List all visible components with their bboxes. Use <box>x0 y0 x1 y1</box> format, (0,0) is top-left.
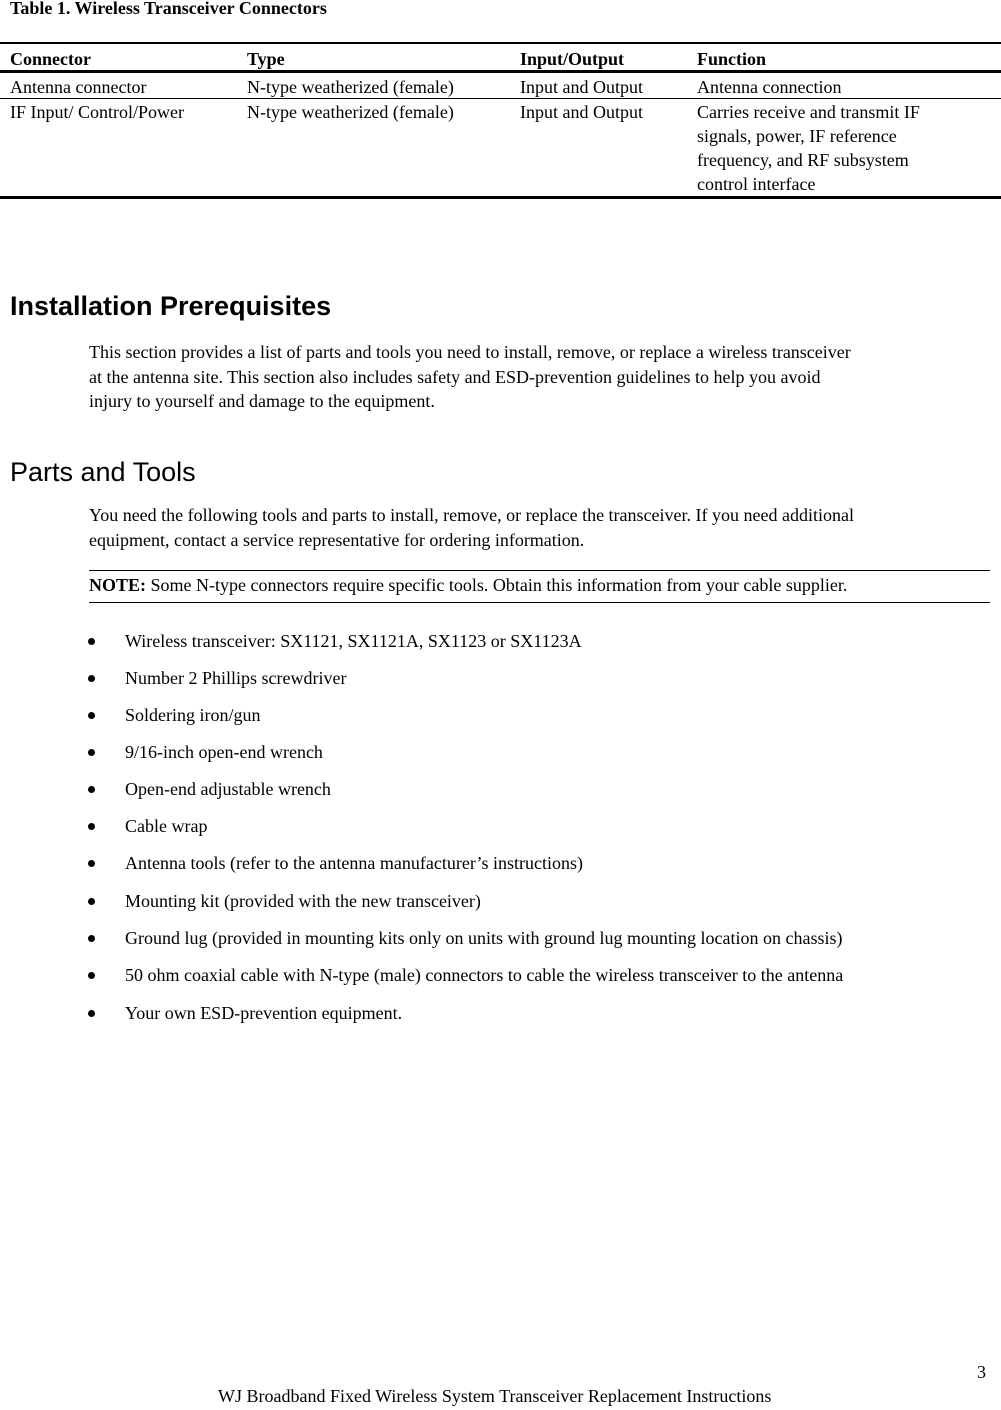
column-header-type: Type <box>247 49 285 69</box>
table-caption: Table 1. Wireless Transceiver Connectors <box>10 0 327 18</box>
footer-title: WJ Broadband Fixed Wireless System Transceiver Replacement Instructions <box>218 1386 772 1406</box>
cell-function-line: control interface <box>697 174 816 194</box>
table-header-rule <box>0 70 1001 73</box>
cell-input-output: Input and Output <box>520 77 643 97</box>
page-number: 3 <box>977 1362 986 1382</box>
section-heading-parts-and-tools: Parts and Tools <box>10 457 196 487</box>
bullet-icon <box>88 749 95 756</box>
cell-input-output: Input and Output <box>520 102 643 122</box>
paragraph-line: equipment, contact a service representative for ordering information. <box>89 529 585 550</box>
parts-tools-paragraph <box>89 503 989 552</box>
cell-type: N-type weatherized (female) <box>247 77 454 97</box>
installation-paragraph <box>89 340 989 414</box>
paragraph-line: This section provides a list of parts and tools you need to install, remove, or replace a wireless transceiver <box>89 342 851 362</box>
bullet-icon <box>88 1010 95 1017</box>
table-bottom-rule <box>0 196 1001 199</box>
bullet-icon <box>88 823 95 830</box>
bullet-icon <box>88 638 95 645</box>
bullet-icon <box>88 898 95 905</box>
note-text: Some N-type connectors require specific tools. Obtain this information from your cable supplier. <box>146 575 848 595</box>
paragraph-line: You need the following tools and parts to install, remove, or replace the transceiver. If you need additional <box>89 505 854 525</box>
bullet-icon <box>88 675 95 682</box>
cell-function: Antenna connection <box>697 77 842 97</box>
cell-connector: IF Input/ Control/Power <box>10 102 184 122</box>
bullet-icon <box>88 786 95 793</box>
cell-type: N-type weatherized (female) <box>247 102 454 122</box>
bullet-icon <box>88 860 95 867</box>
note <box>89 575 847 596</box>
bullet-icon <box>88 712 95 719</box>
note-label: NOTE: <box>89 575 147 595</box>
bullet-icon <box>88 935 95 942</box>
column-header-function: Function <box>697 49 767 69</box>
section-heading-installation-prerequisites: Installation Prerequisites <box>10 291 332 321</box>
cell-function-line: Carries receive and transmit IF <box>697 102 920 122</box>
cell-connector: Antenna connector <box>10 77 147 97</box>
table-row-divider <box>0 98 1001 99</box>
table-top-rule <box>0 42 1001 44</box>
column-header-input-output: Input/Output <box>520 49 625 69</box>
cell-function-line: signals, power, IF reference <box>697 126 897 146</box>
paragraph-line: at the antenna site. This section also includes safety and ESD-prevention guidelines to help you avoid <box>89 366 821 387</box>
column-header-connector: Connector <box>10 49 91 69</box>
cell-function-line: frequency, and RF subsystem <box>697 150 909 170</box>
paragraph-line: injury to yourself and damage to the equipment. <box>89 391 435 411</box>
note-top-rule <box>89 570 990 571</box>
bullet-icon <box>88 972 95 979</box>
note-bottom-rule <box>89 602 990 603</box>
